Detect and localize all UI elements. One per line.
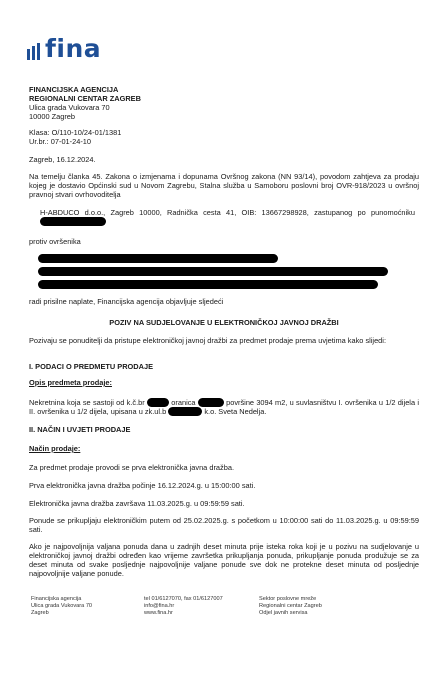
klasa: Klasa: O/110-10/24-01/1381 bbox=[29, 128, 122, 137]
notice-title: POZIV NA SUDJELOVANJE U ELEKTRONIČKOJ JAVNOJ DRAŽBI bbox=[109, 318, 339, 327]
org-name: FINANCIJSKA AGENCIJA bbox=[29, 85, 119, 94]
regional-center: REGIONALNI CENTAR ZAGREB bbox=[29, 94, 141, 103]
footer-address: Financijska agencija Ulica grada Vukovara 70 Zagreb bbox=[31, 596, 93, 616]
redaction-block bbox=[147, 398, 169, 407]
paragraph-extension-rule: Ako je najpovoljnija valjana ponuda dana u zadnjih deset minuta prije isteka roka koji je u pozivu na sudjelovanje u elektroničkoj javnoj dražbi određen kao vrijeme završetka prikupljanja ponuda, prikupljanje ponuda produžuje se za deset minuta od svake posljednje najpovoljnije valjane ponude sve dok ne protekne deset minuta od posljednje najpovoljnije valjane ponude. bbox=[29, 542, 419, 578]
subsection-description: Opis predmeta prodaje: bbox=[29, 378, 112, 387]
footer-website: www.fina.hr bbox=[144, 610, 173, 616]
sender-address bbox=[29, 85, 419, 121]
footer-email: info@fina.hr bbox=[144, 603, 175, 609]
paragraph-bids-window: Ponude se prikupljaju elektroničkim putem od 25.02.2025.g. s početkom u 10:00:00 sati do 11.03.2025.g. u 09:59:59 sati. bbox=[29, 516, 419, 534]
invite-paragraph: Pozivaju se ponuditelji da pristupe elektroničkoj javnoj dražbi za predmet prodaje prema uvjetima kako slijedi: bbox=[29, 336, 386, 345]
subsection-method: Način prodaje: bbox=[29, 444, 81, 453]
city: 10000 Zagreb bbox=[29, 112, 76, 121]
street: Ulica grada Vukovara 70 bbox=[29, 103, 110, 112]
logo-bars-icon bbox=[27, 43, 40, 60]
creditor-text: H-ABDUCO d.o.o., Zagreb 10000, Radnička cesta 41, OIB: 13667298928, zastupanog po punomoćniku bbox=[40, 208, 415, 217]
reference-numbers bbox=[29, 128, 419, 146]
footer-contacts bbox=[144, 596, 223, 617]
logo-text: fina bbox=[45, 34, 102, 63]
paragraph-end-time: Elektronička javna dražba završava 11.03.2025.g. u 09:59:59 sati. bbox=[29, 499, 245, 508]
redaction-block bbox=[38, 254, 278, 263]
paragraph-first-auction: Za predmet prodaje provodi se prva elektronička javna dražba. bbox=[29, 463, 234, 472]
redaction-block bbox=[198, 398, 224, 407]
intro-paragraph: Na temelju članka 45. Zakona o izmjenama i dopunama Ovršnog zakona (NN 93/14), povodom zahtjeva za prodaju kojeg je dostavio Općinski sud u Novom Zagrebu, Stalna služba u Samoboru poslovni broj OVR-918/2023 u ovršnoj pravnoj stvari ovrhovoditelja bbox=[29, 172, 419, 199]
against-label: protiv ovršenika bbox=[29, 237, 81, 246]
property-description: Nekretnina koja se sastoji od k.č.br oranica površine 3094 m2, u suvlasništvu I. ovršenika u 1/2 dijela i II. ovršenika u 1/2 dijela, upisana u zk.ul.b k.o. Sveta Nedelja. bbox=[29, 398, 419, 416]
footer-phone: tel 01/6127070, fax 01/6127007 bbox=[144, 596, 223, 602]
redaction-block bbox=[38, 267, 388, 276]
document-date: Zagreb, 16.12.2024. bbox=[29, 155, 96, 164]
paragraph-start-time: Prva elektronička javna dražba počinje 16.12.2024.g. u 15:00:00 sati. bbox=[29, 481, 256, 490]
footer-department: Sektor poslovne mreže Regionalni centar Zagreb Odjel javnih servisa bbox=[259, 596, 322, 616]
redaction-block bbox=[168, 407, 202, 416]
purpose-line: radi prisilne naplate, Financijska agencija objavljuje sljedeći bbox=[29, 297, 224, 306]
redaction-block bbox=[40, 217, 106, 226]
redaction-block bbox=[38, 280, 378, 289]
urbr: Ur.br.: 07-01-24-10 bbox=[29, 137, 92, 146]
section-2-heading: II. NAČIN I UVJETI PRODAJE bbox=[29, 425, 131, 434]
fina-logo bbox=[27, 34, 102, 63]
creditor-paragraph bbox=[40, 208, 415, 226]
section-1-heading: I. PODACI O PREDMETU PRODAJE bbox=[29, 362, 154, 371]
